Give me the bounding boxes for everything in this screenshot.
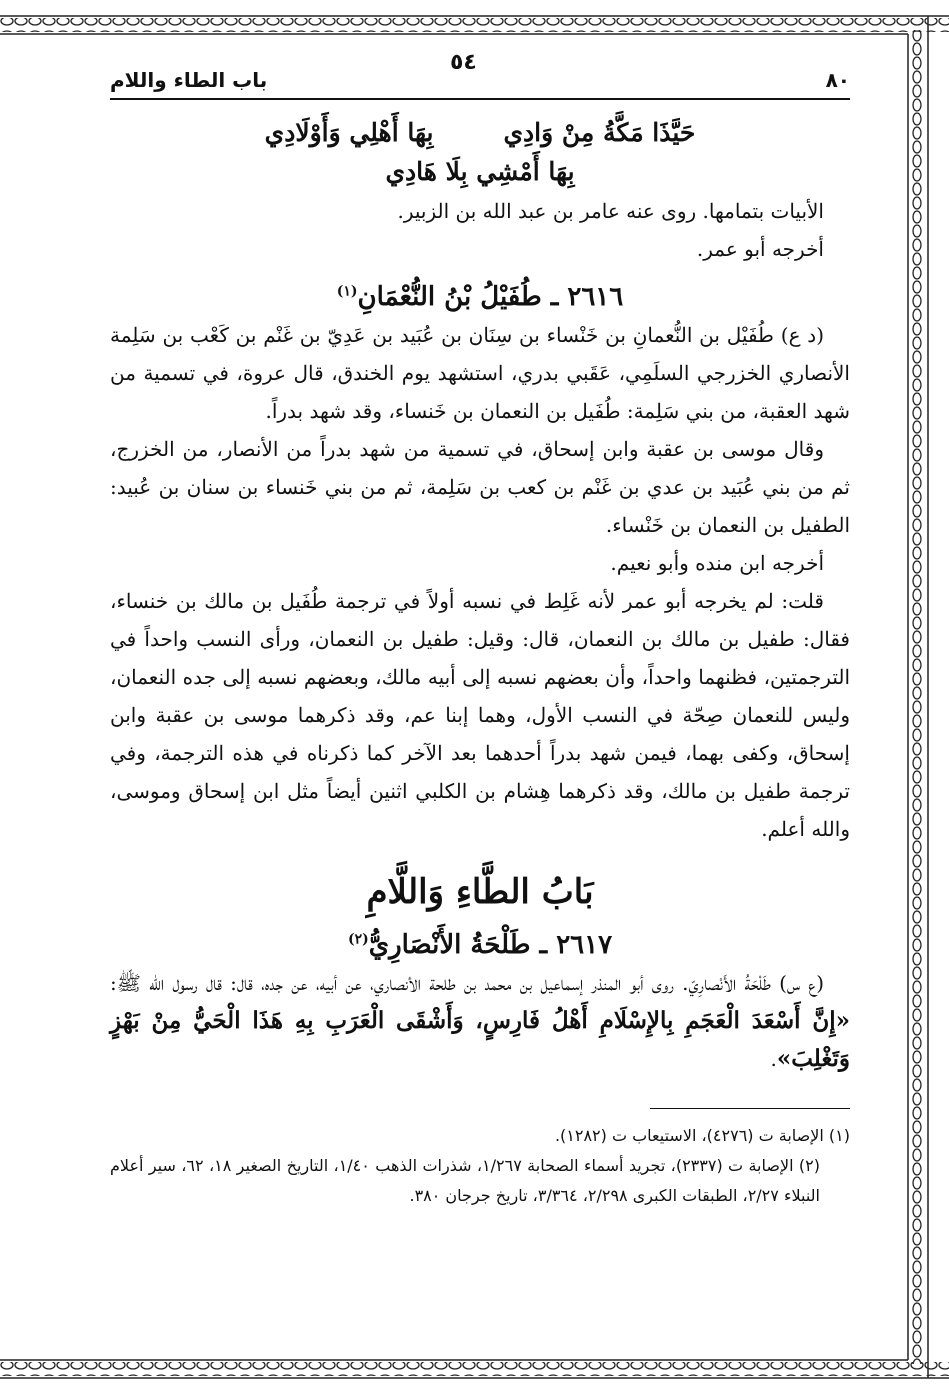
footnote-ref: (١) xyxy=(336,282,358,299)
hadith-quote: «إِنَّ أَسْعَدَ الْعَجَمِ بِالإِسْلَامِ أَهْلُ فَارِسٍ، وَأَشْقَى الْعَرَبِ بِهِ هَذَا الْحَيُّ مِنْ بَهْزٍ وَتَغْلِبَ» xyxy=(110,1006,850,1072)
entry-title: ٢٦١٧ ـ طَلْحَةُ الأَنْصَارِيُّ xyxy=(368,929,613,960)
paragraph: أخرجه ابن منده وأبو نعيم. xyxy=(610,550,824,575)
paragraph: قلت: لم يخرجه أبو عمر لأنه غَلِط في نسبه أولاً في ترجمة طُفَيل بن مالك بن خنساء، فقال: طفيل بن مالك بن النعمان، قال: وقيل: طفيل بن النعمان، ورأى النسب واحداً في الترجمتين، فظنهما واحداً، وأن بعضهم نسبه إلى أبيه مالك، وبعضهم نسبه إلى جده النعمان، وليس للنعمان صِحّة في النسب الأول، وهما إبنا عم، وقد ذكرهما موسى بن عقبة وابن إسحاق، وكفى بهما، فيمن شهد بدراً أحدهما بعد الآخر كما ذكرناه في هذه الترجمة، وفي ترجمة طفيل بن مالك، وقد ذكرهما هِشام بن الكلبي اثنين أيضاً مثل ابن إسحاق وموسى، والله أعلم. xyxy=(110,588,850,841)
paragraph: وقال موسى بن عقبة وابن إسحاق، في تسمية من شهد بدراً من الأنصار، من الخزرج، ثم من بني عُبَيد بن عدي بن غَنْم بن كعب بن سَلِمة، ثم من بني خَنساء بن سنان بن عُبيد: الطفيل بن النعمان بن خَنْساء. xyxy=(110,436,850,537)
paragraph: (د ع) طُفَيْل بن النُّعمانِ بن خَنْساء بن سِنَان بن عُبَيد بن عَدِيّ بن غَنْم بن كَعْب بن سَلِمة الأنصاري الخزرجي السلَمِي، عَقَبي بدري، استشهد يوم الخندق، قال عروة، في تسمية من شهد العقبة، من بني سَلِمة: طُفَيل بن النعمان بن خَنساء، وقد شهد بدراً. xyxy=(110,322,850,423)
verse-hemistich-left: بِهَا أَهْلِي وَأَوْلَادِي xyxy=(264,118,434,147)
paragraph: الأبيات بتمامها. روى عنه عامر بن عبد الله بن الزبير. xyxy=(397,198,824,223)
verse-line-1 xyxy=(110,114,850,153)
running-header xyxy=(110,48,850,100)
page-number: ٨٠ xyxy=(825,68,850,92)
paragraph xyxy=(110,964,850,1078)
entry-title: ٢٦١٦ ـ طُفَيْلُ بْنُ النُّعْمَانِ xyxy=(357,281,624,312)
footnote-2: (٢) الإصابة ت (٢٣٣٧)، تجريد أسماء الصحابة ١/٢٦٧، شذرات الذهب ١/٤٠، التاريخ الصغير ١٨، ٦٢، سير أعلام النبلاء ٢/٢٧، الطبقات الكبرى ٢/٢٩٨، ٣/٣٦٤، تاريخ جرجان ٣٨٠. xyxy=(110,1155,820,1205)
paragraph: أخرجه أبو عمر. xyxy=(696,236,824,261)
center-mark: ٥٤ xyxy=(450,50,477,75)
footnote-ref: (٢) xyxy=(347,930,369,947)
footnote-1: (١) الإصابة ت (٤٢٧٦)، الاستيعاب ت (١٢٨٢). xyxy=(554,1125,850,1145)
entry-text: (ع س) طَلْحَةُ الأَنْصارِيّ. روى أبو المنذر إسماعيل بن محمد بن طلحة الأنصاري، عن أبيه، عن جده، قال: قال رسول الله ﷺ: xyxy=(110,970,824,995)
verse-line-2: بِهَا أَمْشِي بِلَا هَادِي xyxy=(385,156,575,186)
chapter-title: بَابُ الطَّاءِ وَاللَّامِ xyxy=(366,871,594,912)
verse-hemistich-right: حَيَّذَا مَكَّةُ مِنْ وَادِي xyxy=(503,118,696,147)
entry-end: . xyxy=(770,1046,777,1071)
footnote-divider xyxy=(650,1108,850,1109)
entry-heading-2616 xyxy=(110,282,850,312)
book-page xyxy=(110,48,850,1211)
entry-heading-2617 xyxy=(110,930,850,960)
running-title: باب الطاء واللام xyxy=(110,68,268,92)
